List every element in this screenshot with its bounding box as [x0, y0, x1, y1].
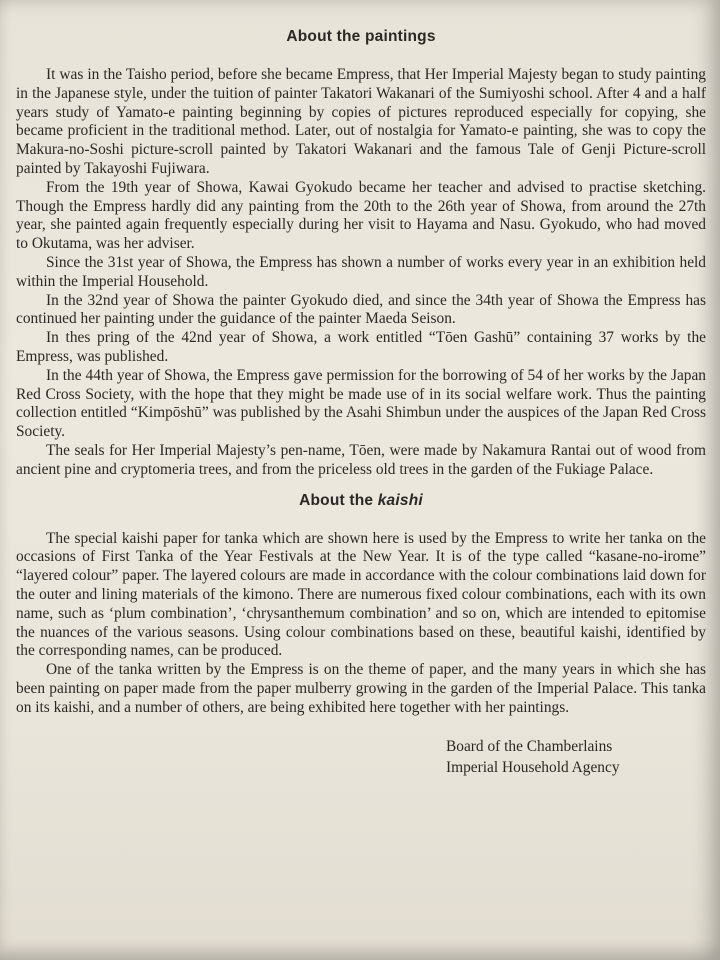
kaishi-section: [16, 530, 706, 718]
paragraph: From the 19th year of Showa, Kawai Gyokudo became her teacher and advised to practise sketching. Though the Empress hardly did any painting from the 20th to the 26th year of Showa, from around the 27th year, she painted again frequently especially during her visit to Hayama and Nasu. Gyokudo, who had moved to Okutama, was her adviser.: [16, 178, 706, 253]
page-content: [16, 28, 706, 778]
paragraph: One of the tanka written by the Empress is on the theme of paper, and the many years in which she has been painting on paper made from the paper mulberry growing in the garden of the Imperial Palace. This tanka on its kaishi, and a number of others, are being exhibited here together with her paintings.: [16, 661, 706, 716]
paragraph: The special kaishi paper for tanka which are shown here is used by the Empress to write her tanka on the occasions of First Tanka of the Year Festivals at the New Year. It is of the type called “kasane-no-irome” “layered colour” paper. The layered colours are made in accordance with the colour combinations laid down for the outer and lining materials of the kimono. There are numerous fixed colour combinations, each with its own name, such as ‘plum combination’, ‘chrysanthemum combination’ and so on, which are intended to epitomise the nuances of the various seasons. Using colour combinations based on these, beautiful kaishi, identified by the corresponding names, can be produced.: [16, 529, 706, 660]
paragraph: The seals for Her Imperial Majesty’s pen-name, Tōen, were made by Nakamura Rantai out of wood from ancient pine and cryptomeria trees, and from the priceless old trees in the garden of the Fukiage Palace.: [16, 441, 706, 478]
heading-prefix: About the: [299, 491, 374, 509]
heading-about-paintings: About the paintings: [286, 28, 436, 45]
signature-line: Imperial Household Agency: [446, 758, 620, 776]
signature-line: Board of the Chamberlains: [446, 737, 613, 755]
paragraph: It was in the Taisho period, before she became Empress, that Her Imperial Majesty began to study painting in the Japanese style, under the tuition of painter Takatori Wakanari of the Sumiyoshi school. After 4 and a half years study of Yamato-e painting beginning by copies of pictures reproduced especially for copying, she became proficient in the traditional method. Later, out of nostalgia for Yamato-e painting, she was to copy the Makura-no-Soshi picture-scroll painted by Takatori Wakanari and the famous Tale of Genji Picture-scroll painted by Takayoshi Fujiwara.: [16, 66, 706, 177]
heading-about-kaishi: [16, 492, 706, 510]
paragraph: Since the 31st year of Showa, the Empress has shown a number of works every year in an exhibition held within the Imperial Household.: [16, 253, 706, 290]
paragraph: In the 32nd year of Showa the painter Gyokudo died, and since the 34th year of Showa the Empress has continued her painting under the guidance of the painter Maeda Seison.: [16, 291, 706, 328]
paragraph: In thes pring of the 42nd year of Showa, a work entitled “Tōen Gashū” containing 37 works by the Empress, was published.: [16, 329, 706, 365]
paragraph: In the 44th year of Showa, the Empress gave permission for the borrowing of 54 of her works by the Japan Red Cross Society, with the hope that they might be made use of in its social welfare work. Thus the painting collection entitled “Kimpōshū” was published by the Asahi Shimbun under the auspices of the Japan Red Cross Society.: [16, 366, 706, 441]
signature-block: [446, 736, 706, 778]
heading-italic: kaishi: [377, 491, 423, 509]
paintings-section: [16, 66, 706, 480]
